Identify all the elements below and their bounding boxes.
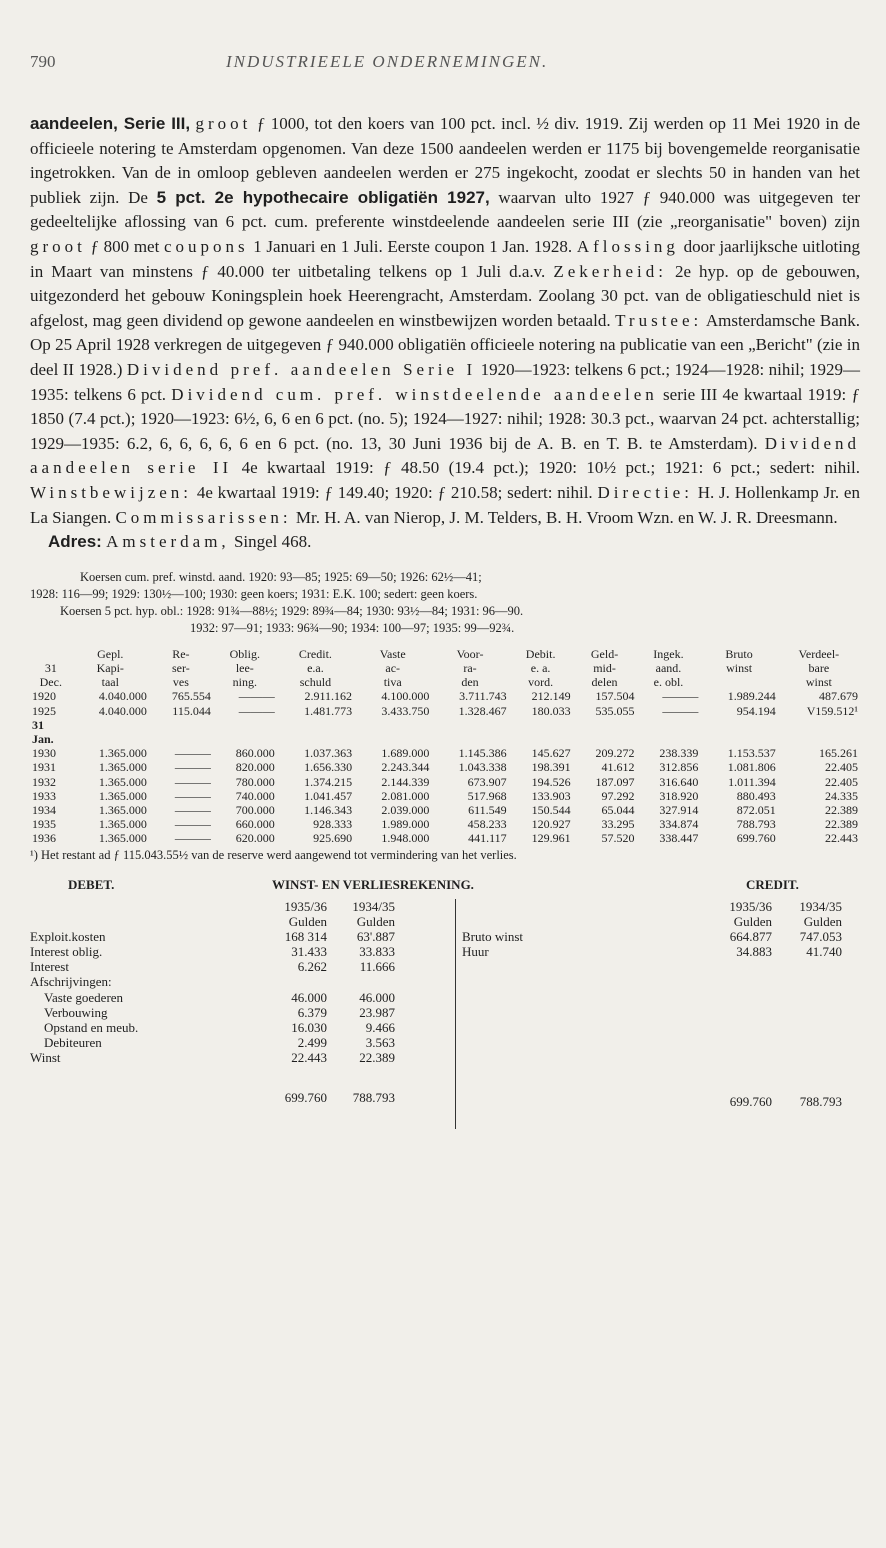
account-value: 664.877 <box>729 928 772 944</box>
table-cell: 1.145.386 <box>458 746 507 761</box>
text-run: door jaarlijksche uitloting in Maart van minstens ƒ 40.000 ter uitbetaling telkens op 1 Juli d.a.v. <box>30 236 860 281</box>
column-header: delen <box>591 675 618 690</box>
column-header: ser- <box>172 660 190 675</box>
table-cell: 133.903 <box>531 788 571 803</box>
table-cell: ——— <box>174 831 211 846</box>
column-header: taal <box>101 675 119 690</box>
table-cell: 327.914 <box>659 802 699 817</box>
table-cell: 316.640 <box>659 774 699 789</box>
table-cell: 3.433.750 <box>381 703 430 718</box>
page-number: 790 <box>30 52 56 71</box>
table-cell: 1936 <box>32 831 56 846</box>
column-header: Voor- <box>456 646 484 661</box>
text-run: 4e kwartaal 1919: ƒ 149.40; 1920: ƒ 210.58; sedert: nihil. <box>196 482 593 502</box>
table-cell: 22.443 <box>825 831 858 846</box>
credit-rows <box>462 929 862 959</box>
quote-line: 1932: 97—91; 1933: 96¾—90; 1934: 100—97; 1935: 99—92¾. <box>190 620 515 635</box>
total-value: 788.793 <box>352 1089 395 1105</box>
account-row <box>30 959 445 974</box>
table-row <box>30 704 860 718</box>
table-row <box>30 689 860 703</box>
account-value: 22.443 <box>291 1050 327 1066</box>
table-cell: ——— <box>238 689 275 704</box>
spaced-term: Zekerheid: <box>553 261 667 281</box>
account-value: 34.883 <box>736 944 772 960</box>
spaced-term: Directie: <box>597 482 693 502</box>
account-label: Opstand en meub. <box>44 1020 139 1036</box>
table-cell: 120.927 <box>531 817 571 832</box>
column-header: Verdeel- <box>798 646 840 661</box>
pl-account-title: WINST- EN VERLIESREKENING. <box>272 876 474 892</box>
table-cell: 129.961 <box>531 831 571 846</box>
account-value: 6.379 <box>297 1004 327 1020</box>
table-cell: 1.374.215 <box>304 774 353 789</box>
column-header <box>30 647 72 661</box>
table-cell: 1932 <box>32 774 56 789</box>
table-cell: 1.481.773 <box>304 703 353 718</box>
account-value: 2.499 <box>297 1035 327 1051</box>
account-label: Vaste goederen <box>44 989 124 1005</box>
table-cell: ——— <box>174 802 211 817</box>
table-cell: 673.907 <box>467 774 507 789</box>
table-cell: 187.097 <box>595 774 635 789</box>
spaced-term: Winstbewijzen: <box>30 482 193 502</box>
text-run: ƒ 1000, tot den koers van 100 pct. incl. ½ div. 1919. Zij werden op 11 Mei 1920 in de officieele notering te Amsterdam opgenomen. Van deze 1500 aandeelen werden er 1175 bij bovengemelde reorganisatie ingetrokken. Van de in omloop gebleven aandeelen werden er 275 ingekocht, zoodat er slechts 50 in handen van het publiek zijn. De <box>30 114 861 207</box>
column-header: Kapi- <box>96 660 124 675</box>
table-cell: 487.679 <box>819 689 858 704</box>
table-row <box>30 789 860 803</box>
bold-heading: 5 pct. 2e hypothecaire obligatiën 1927, <box>156 187 490 207</box>
debet-rows <box>30 929 445 1066</box>
table-cell: 1.011.394 <box>728 774 776 789</box>
table-cell: 212.149 <box>531 689 571 704</box>
year-label: 1935/36 <box>729 898 772 914</box>
table-cell: 1.689.000 <box>381 746 430 761</box>
account-value: 63'.887 <box>356 928 395 944</box>
table-cell: ——— <box>662 689 699 704</box>
page-header <box>30 52 860 92</box>
table-cell: 338.447 <box>659 831 699 846</box>
table-cell: 312.856 <box>659 760 699 775</box>
column-header: ra- <box>463 660 477 675</box>
table-row <box>30 831 860 845</box>
table-cell: 1.081.806 <box>727 760 776 775</box>
column-header: schuld <box>299 675 332 690</box>
table-row <box>30 760 860 774</box>
table-cell: 209.272 <box>595 746 635 761</box>
address-label: Adres: <box>48 532 102 552</box>
table-cell: 1925 <box>32 703 56 718</box>
column-header: e. obl. <box>653 675 684 690</box>
column-divider <box>455 899 456 1129</box>
table-cell: ——— <box>174 746 211 761</box>
account-value: 31.433 <box>291 944 327 960</box>
year-label: 1935/36 <box>284 898 327 914</box>
credit-total <box>462 1094 862 1109</box>
debet-column <box>30 899 445 1105</box>
account-row <box>30 974 445 989</box>
table-cell: 1.365.000 <box>98 831 147 846</box>
table-cell: ——— <box>174 817 211 832</box>
table-cell: 1.365.000 <box>98 774 147 789</box>
running-title: INDUSTRIEELE ONDERNEMINGEN. <box>226 52 549 71</box>
credit-column <box>462 898 862 1109</box>
table-cell: 22.405 <box>825 774 858 789</box>
table-cell: 2.243.344 <box>381 760 430 775</box>
text-run: ƒ 800 met <box>90 236 160 256</box>
table-row <box>30 746 860 760</box>
table-cell: 4.100.000 <box>381 689 430 704</box>
text-run: 1920—1923: telkens 6 pct.; 1924—1928: nihil; 1929—1935: telkens 6 pct. <box>30 359 860 404</box>
spaced-term: Dividend pref. aandeelen Serie I <box>126 359 477 379</box>
spaced-term: Aflossing <box>576 236 679 256</box>
text-run: 1 Januari en 1 Juli. Eerste coupon 1 Jan. 1928. <box>253 236 573 256</box>
table-cell: ——— <box>174 760 211 775</box>
table-cell: 1930 <box>32 746 56 761</box>
column-header: ac- <box>385 660 401 675</box>
table-cell: 1.656.330 <box>304 760 353 775</box>
column-header: bare <box>808 660 830 675</box>
quote-line: Koersen 5 pct. hyp. obl.: 1928: 91¾—88½; 1929: 89¾—84; 1930: 93½—84; 1931: 96—90. <box>60 603 524 618</box>
table-cell: 458.233 <box>467 817 507 832</box>
column-header: tiva <box>383 675 402 690</box>
table-cell: 33.295 <box>601 817 635 832</box>
account-label: Exploit.kosten <box>30 928 106 944</box>
header-row <box>30 647 860 661</box>
balance-table-body <box>30 689 860 845</box>
column-header: Re- <box>172 646 190 661</box>
table-cell: 1.948.000 <box>381 831 430 846</box>
column-header: ning. <box>232 675 257 690</box>
column-header: winst <box>805 675 832 690</box>
table-cell: 1.365.000 <box>98 802 147 817</box>
account-value: 46.000 <box>359 989 395 1005</box>
text-run: Amsterdamsche Bank. Op 25 April 1928 verkregen de uitgegeven ƒ 940.000 obligatiën officieele notering na publicatie van een „Bericht" (zie in deel II 1928.) <box>30 310 861 379</box>
table-cell: 57.520 <box>601 831 635 846</box>
account-value: 41.740 <box>806 944 842 960</box>
table-cell: 611.549 <box>468 802 507 817</box>
table-cell: 2.039.000 <box>381 802 430 817</box>
pl-account-title-row <box>30 877 860 897</box>
column-header: den <box>461 675 479 690</box>
table-cell: 65.044 <box>601 802 635 817</box>
column-header: Credit. <box>298 646 332 661</box>
main-paragraph <box>30 112 860 555</box>
column-header: Debit. <box>525 646 556 661</box>
table-cell: 194.526 <box>531 774 571 789</box>
account-value: 16.030 <box>291 1020 327 1036</box>
table-cell: 660.000 <box>235 817 275 832</box>
bold-heading: aandeelen, Serie III, <box>30 114 191 133</box>
column-header: Bruto <box>725 646 753 661</box>
total-value: 788.793 <box>799 1093 842 1109</box>
column-header: Vaste <box>379 646 406 661</box>
table-cell: 115.044 <box>172 703 211 718</box>
table-row <box>30 803 860 817</box>
table-cell: Jan. <box>32 731 54 746</box>
table-cell: 318.920 <box>659 788 699 803</box>
account-row <box>30 944 445 959</box>
column-header: Geld- <box>590 646 619 661</box>
account-value: 747.053 <box>799 928 842 944</box>
table-row-label <box>30 732 860 746</box>
year-label: 1934/35 <box>799 898 842 914</box>
table-row <box>30 775 860 789</box>
table-cell: 1.043.338 <box>458 760 507 775</box>
table-cell: 2.144.339 <box>381 774 430 789</box>
table-cell: 22.389 <box>825 817 858 832</box>
table-cell: 740.000 <box>235 788 275 803</box>
table-cell: V159.512¹ <box>806 703 858 718</box>
table-cell: 535.055 <box>595 703 635 718</box>
table-cell: 4.040.000 <box>98 703 147 718</box>
account-row <box>30 1035 445 1050</box>
debet-label: DEBET. <box>68 876 115 892</box>
account-row <box>30 990 445 1005</box>
table-cell: 2.911.162 <box>304 689 353 704</box>
header-row <box>30 661 860 675</box>
column-header <box>700 675 777 689</box>
column-header: Oblig. <box>229 646 260 661</box>
table-cell: 1.365.000 <box>98 817 147 832</box>
spaced-term: groot <box>195 114 252 133</box>
table-cell: 820.000 <box>235 760 275 775</box>
column-header: 31 <box>44 660 57 675</box>
address-street: Singel 468. <box>233 532 312 552</box>
table-cell: ——— <box>238 703 275 718</box>
table-cell: 1.365.000 <box>98 788 147 803</box>
account-label: Debiteuren <box>44 1035 102 1051</box>
account-value: 23.987 <box>359 1004 395 1020</box>
text-run: Mr. H. A. van Nierop, J. M. Telders, B. H. Vroom Wzn. en W. J. R. Dreesmann. <box>295 507 838 527</box>
table-cell: 1.365.000 <box>98 760 147 775</box>
table-cell: 3.711.743 <box>459 689 507 704</box>
unit-label: Gulden <box>288 913 327 929</box>
table-cell: 880.493 <box>736 788 776 803</box>
spaced-term: Trustee: <box>615 310 703 330</box>
table-cell: 1920 <box>32 689 56 704</box>
balance-table <box>30 647 860 846</box>
account-label: Huur <box>462 944 489 960</box>
table-cell: ——— <box>174 774 211 789</box>
table-cell: 860.000 <box>235 746 275 761</box>
table-cell: 1.989.000 <box>381 817 430 832</box>
column-header: mid- <box>593 660 616 675</box>
text-run: serie III 4e kwartaal 1919: ƒ 1850 (7.4 pct.); 1920—1923: 6½, 6, 6 en 6 pct. (no. 5); 1924—1927: nihil; 1928: 30.3 pct., waarvan 24 pct. achterstallig; 1929—1935: 6.2, 6, 6, 6, 6, 6 en 6 pct. (no. 13, 30 Juni 1936 bij de A. B. en T. B. te Amsterdam). <box>30 384 861 453</box>
total-value: 699.760 <box>729 1093 772 1109</box>
table-cell: 699.760 <box>736 831 776 846</box>
spaced-term: groot <box>30 236 86 256</box>
table-cell: 238.339 <box>659 746 699 761</box>
year-label: 1934/35 <box>352 898 395 914</box>
header-row <box>30 675 860 689</box>
table-cell: 872.051 <box>736 802 776 817</box>
table-cell: 150.544 <box>531 802 571 817</box>
table-cell: 788.793 <box>736 817 776 832</box>
year-header <box>462 899 862 914</box>
table-cell: 928.333 <box>313 817 353 832</box>
table-cell: 925.690 <box>313 831 353 846</box>
table-cell: 334.874 <box>659 817 699 832</box>
account-label: Bruto winst <box>462 928 524 944</box>
year-header <box>30 899 445 914</box>
table-cell: 700.000 <box>235 802 275 817</box>
table-cell: 24.335 <box>825 788 858 803</box>
table-cell: 765.554 <box>171 689 211 704</box>
table-cell: 2.081.000 <box>381 788 430 803</box>
table-cell: 517.968 <box>467 788 507 803</box>
quote-line: 1928: 116—99; 1929: 130½—100; 1930: geen koers; 1931: E.K. 100; sedert: geen koers. <box>30 586 478 601</box>
text-run: 2e hyp. op de gebouwen, uitgezonderd het gebouw Koningsplein hoek Heerengracht, Amsterdam. Zoolang 30 pct. van de obligatieschuld niet is afgelost, mag geen dividend op gewone aandeelen en winstbewijzen worden betaald. <box>30 261 860 330</box>
spaced-term: coupons <box>163 236 249 256</box>
column-header: ves <box>172 675 189 690</box>
account-value: 9.466 <box>365 1020 395 1036</box>
table-cell: 780.000 <box>235 774 275 789</box>
account-row <box>462 929 862 944</box>
account-value: 22.389 <box>359 1050 395 1066</box>
table-row-label <box>30 718 860 732</box>
unit-label: Gulden <box>356 913 395 929</box>
account-value: 168 314 <box>284 928 327 944</box>
table-cell: 145.627 <box>531 746 571 761</box>
account-label: Interest <box>30 959 69 975</box>
column-header: winst <box>726 660 753 675</box>
table-cell: 180.033 <box>531 703 571 718</box>
column-header: vord. <box>528 675 554 690</box>
account-value: 3.563 <box>365 1035 395 1051</box>
table-cell: 31 <box>32 717 44 732</box>
spaced-term: Commissarissen: <box>115 507 292 527</box>
table-cell: 441.117 <box>468 831 507 846</box>
column-header: Ingek. <box>653 646 684 661</box>
footnote: ¹) Het restant ad ƒ 115.043.55½ van de reserve werd aangewend tot vermindering van het verlies. <box>30 847 517 862</box>
text-run: waarvan ulto 1927 ƒ 940.000 was uitgegeven ter gedeeltelijke aflossing van 6 pct. cum. preferente winstdeelende aandeelen serie III (zie „reorganisatie" boven) zijn <box>30 187 861 232</box>
spaced-term: Dividend aandeelen serie II <box>30 433 860 478</box>
column-header: e.a. <box>307 660 324 675</box>
table-cell: 4.040.000 <box>98 689 147 704</box>
unit-header <box>462 914 862 929</box>
column-header: aand. <box>655 660 682 675</box>
table-cell: 954.194 <box>736 703 776 718</box>
table-row <box>30 817 860 831</box>
price-quotes <box>30 569 860 637</box>
column-header: e. a. <box>530 660 551 675</box>
table-cell: 165.261 <box>819 746 858 761</box>
address-city: Amsterdam, <box>106 532 230 552</box>
account-value: 33.833 <box>359 944 395 960</box>
account-row <box>462 944 862 959</box>
credit-label: CREDIT. <box>746 876 799 892</box>
column-header: Gepl. <box>97 646 124 661</box>
unit-label: Gulden <box>803 913 842 929</box>
table-cell: 1933 <box>32 788 56 803</box>
account-value: 46.000 <box>291 989 327 1005</box>
page <box>30 52 860 1131</box>
account-label: Winst <box>30 1050 61 1066</box>
unit-header <box>30 914 445 929</box>
text-run: 4e kwartaal 1919: ƒ 48.50 (19.4 pct.); 1920: 10½ pct.; 1921: 6 pct.; sedert: nihil. <box>241 458 860 478</box>
table-cell: 22.389 <box>825 802 858 817</box>
table-cell: 1.037.363 <box>304 746 353 761</box>
unit-label: Gulden <box>733 913 772 929</box>
table-cell: 1931 <box>32 760 56 775</box>
table-cell: ——— <box>662 703 699 718</box>
table-cell: 41.612 <box>601 760 635 775</box>
account-label: Verbouwing <box>44 1004 108 1020</box>
table-cell: 157.504 <box>595 689 635 704</box>
table-cell: 97.292 <box>601 788 635 803</box>
debet-total <box>30 1090 445 1105</box>
table-cell: ——— <box>174 788 211 803</box>
account-row <box>30 929 445 944</box>
pl-account <box>30 899 860 1131</box>
table-cell: 1.989.244 <box>727 689 776 704</box>
total-value: 699.760 <box>284 1089 327 1105</box>
account-value: 6.262 <box>297 959 327 975</box>
account-value: 11.666 <box>359 959 395 975</box>
table-cell: 1.328.467 <box>458 703 507 718</box>
account-row <box>30 1050 445 1065</box>
table-cell: 1.041.457 <box>304 788 353 803</box>
table-cell: 1.365.000 <box>98 746 147 761</box>
table-cell: 198.391 <box>531 760 571 775</box>
table-cell: 1.153.537 <box>727 746 776 761</box>
table-cell: 620.000 <box>235 831 275 846</box>
text-run: H. J. Hollenkamp Jr. en La Siangen. <box>30 482 860 527</box>
table-cell: 1.146.343 <box>304 802 353 817</box>
account-row <box>30 1020 445 1035</box>
column-header: lee- <box>235 660 254 675</box>
account-label: Interest oblig. <box>30 944 103 960</box>
table-cell: 1934 <box>32 802 56 817</box>
account-label: Afschrijvingen: <box>30 974 112 990</box>
spaced-term: Dividend cum. pref. winstdeelende aandeelen <box>171 384 658 404</box>
balance-table-header <box>30 647 860 690</box>
account-row <box>30 1005 445 1020</box>
table-cell: 22.405 <box>825 760 858 775</box>
column-header: Dec. <box>39 675 62 690</box>
quote-line: Koersen cum. pref. winstd. aand. 1920: 93—85; 1925: 69—50; 1926: 62½—41; <box>80 569 482 584</box>
table-cell: 1935 <box>32 817 56 832</box>
